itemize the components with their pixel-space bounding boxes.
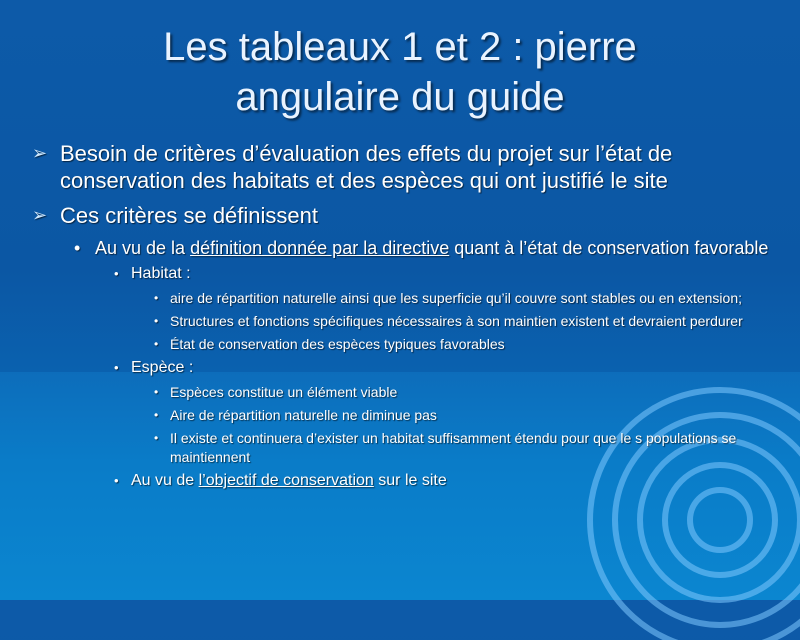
sub-bullet-item: • Au vu de la définition donnée par la directive quant à l’état de conservation favorable [74, 238, 769, 258]
arrow-bullet-icon: ➢ [32, 143, 48, 163]
directive-definition-link[interactable]: définition donnée par la directive [190, 238, 450, 258]
espece-heading: • Espèce : [114, 359, 194, 376]
dot-bullet-icon: • [154, 431, 159, 445]
habitat-criterion: • Structures et fonctions spécifiques nécessaires à son maintien existent et devraient perdurer [154, 313, 743, 329]
dot-bullet-icon: • [154, 337, 159, 351]
espece-criterion: • Aire de répartition naturelle ne diminue pas [154, 407, 437, 423]
espece-criterion: • Espèces constitue un élément viable [154, 384, 398, 400]
dot-bullet-icon: • [114, 266, 119, 281]
dot-bullet-icon: • [114, 473, 119, 488]
dot-bullet-icon: • [74, 238, 81, 258]
arrow-bullet-icon: ➢ [32, 205, 48, 225]
conservation-objective-link[interactable]: l’objectif de conservation [198, 472, 374, 489]
espece-criterion: • Il existe et continuera d’exister un habitat suffisamment étendu pour que le s populations se maintiennent [154, 430, 737, 465]
dot-bullet-icon: • [114, 360, 119, 375]
dot-bullet-icon: • [154, 314, 159, 328]
title-line-1: Les tableaux 1 et 2 : pierre [163, 25, 637, 69]
dot-bullet-icon: • [154, 291, 159, 305]
slide-title [0, 22, 800, 122]
slide-content [0, 140, 800, 496]
dot-bullet-icon: • [154, 408, 159, 422]
habitat-criterion: • aire de répartition naturelle ainsi que les superficie qu’il couvre sont stables ou en extension; [154, 290, 743, 306]
bullet-item: ➢ Besoin de critères d’évaluation des effets du projet sur l’état de conservation des habitats et des espèces qui ont justifié le site [32, 141, 673, 193]
title-line-2: angulaire du guide [235, 75, 565, 119]
habitat-criterion: • État de conservation des espèces typiques favorables [154, 336, 505, 352]
bullet-item: ➢ Ces critères se définissent [32, 203, 318, 228]
sub-bullet-item: • Au vu de l’objectif de conservation sur le site [114, 472, 447, 489]
habitat-heading: • Habitat : [114, 265, 191, 282]
dot-bullet-icon: • [154, 385, 159, 399]
